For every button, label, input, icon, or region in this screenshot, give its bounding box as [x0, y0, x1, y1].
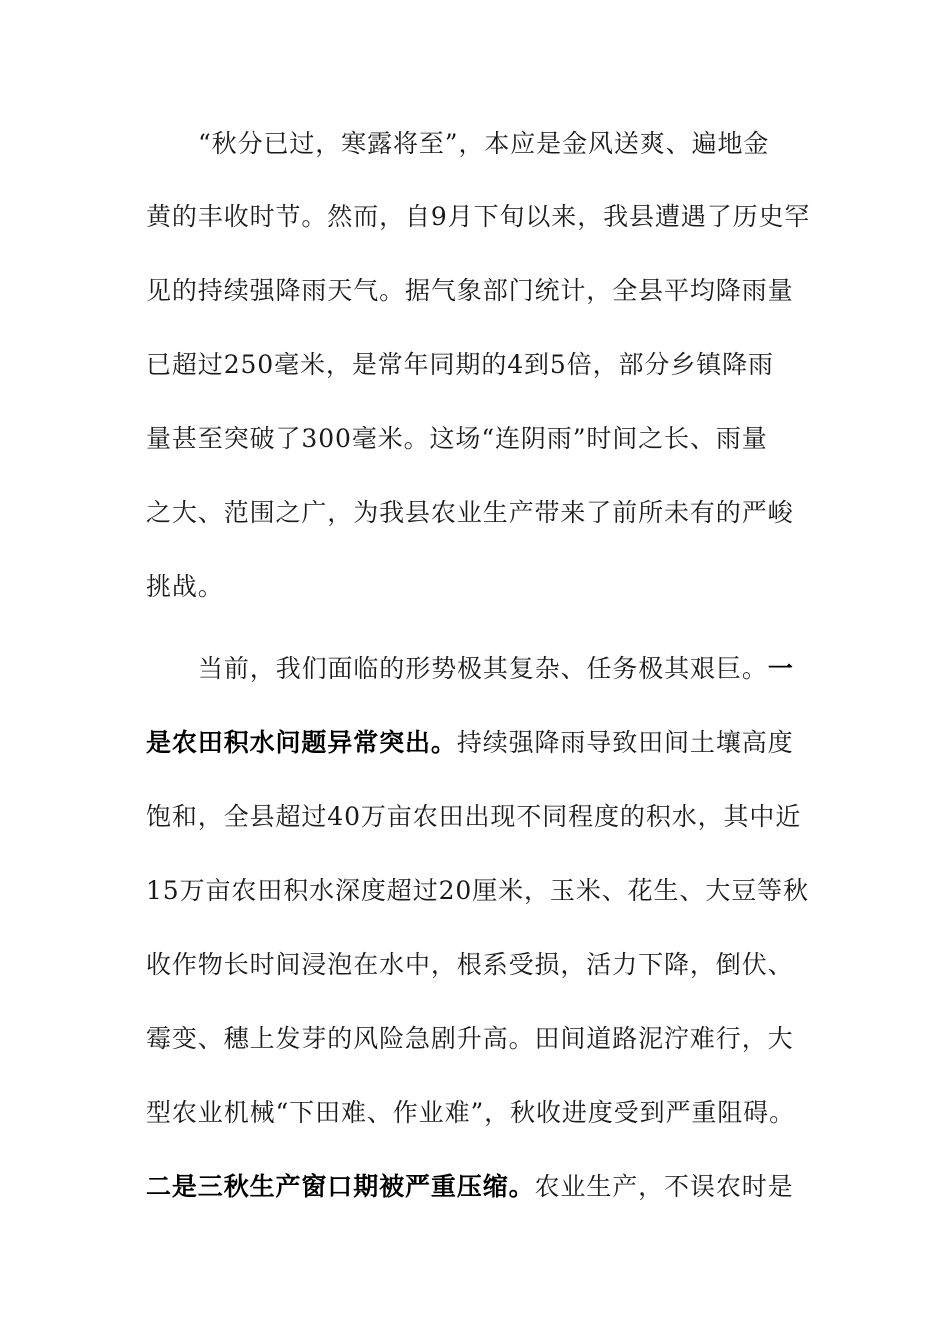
paragraph-2-line-8	[146, 1167, 816, 1207]
paragraph-2-line-2-text: 持续强降雨导致田间土壤高度	[456, 728, 794, 757]
paragraph-2-line-2	[146, 723, 816, 763]
paragraph-2-line-4: 15万亩农田积水深度超过20厘米，玉米、花生、大豆等秋	[146, 876, 809, 905]
paragraph-2-line-1-bold: 一	[767, 654, 794, 683]
paragraph-2-line-8-bold: 二是三秋生产窗口期被严重压缩。	[146, 1172, 535, 1201]
paragraph-1-line-6: 之大、范围之广，为我县农业生产带来了前所未有的严峻	[146, 498, 794, 527]
paragraph-2-line-2-bold: 是农田积水问题异常突出。	[146, 728, 457, 757]
paragraph-2-line-6: 霉变、穗上发芽的风险急剧升高。田间道路泥泞难行，大	[146, 1024, 794, 1053]
paragraph-1-line-1: “秋分已过，寒露将至”，本应是金风送爽、遍地金	[198, 129, 770, 158]
paragraph-1-line-3: 见的持续强降雨天气。据气象部门统计，全县平均降雨量	[146, 276, 794, 305]
paragraph-2-line-3: 饱和，全县超过40万亩农田出现不同程度的积水，其中近	[146, 802, 802, 831]
paragraph-1-line-2: 黄的丰收时节。然而，自9月下旬以来，我县遭遇了历史罕	[146, 202, 811, 231]
paragraph-2-line-8-text: 农业生产，不误农时是	[534, 1172, 794, 1201]
paragraph-1-line-7: 挑战。	[146, 572, 224, 601]
paragraph-1-line-4: 已超过250毫米，是常年同期的4到5倍，部分乡镇降雨	[146, 350, 774, 379]
paragraph-2-line-1-text: 当前，我们面临的形势极其复杂、任务极其艰巨。	[198, 654, 768, 683]
paragraph-2-line-7: 型农业机械“下田难、作业难”，秋收进度受到严重阻碍。	[146, 1098, 795, 1127]
paragraph-2-line-1	[198, 649, 868, 689]
paragraph-1-line-5: 量甚至突破了300毫米。这场“连阴雨”时间之长、雨量	[146, 424, 768, 453]
paragraph-2-line-5: 收作物长时间浸泡在水中，根系受损，活力下降，倒伏、	[146, 950, 794, 979]
